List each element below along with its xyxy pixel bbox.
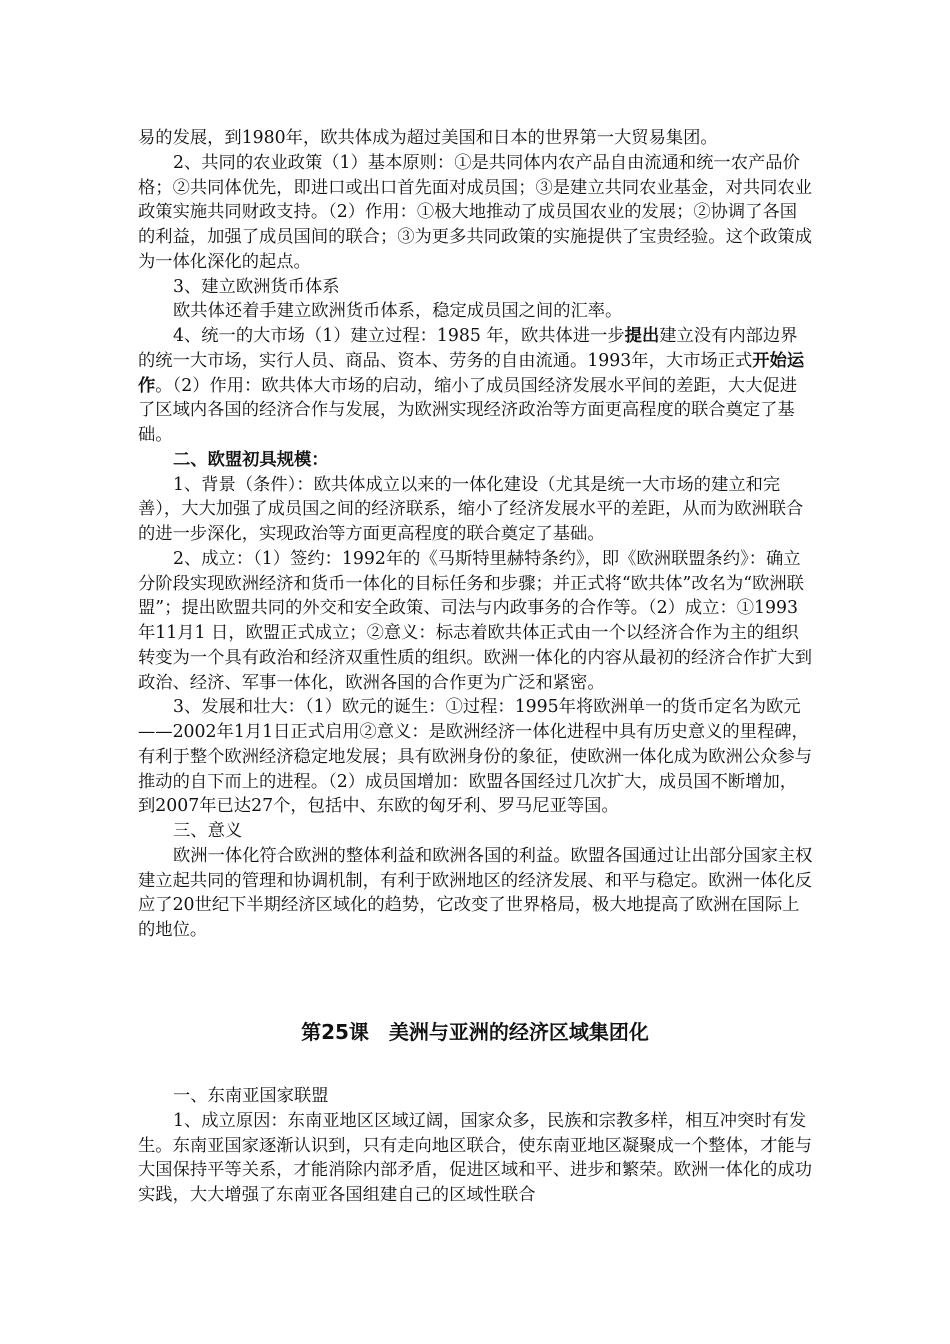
paragraph-continuation: 易的发展，到1980年，欧共体成为超过美国和日本的世界第一大贸易集团。 [138, 128, 718, 148]
bold-text-start-operation: 开始运作 [138, 350, 805, 396]
section-1-text [138, 126, 814, 943]
heading-eu-formation: 二、欧盟初具规模： [173, 449, 329, 470]
paragraph-agri-policy: 2、共同的农业政策（1）基本原则：①是共同体内农产品自由流通和统一农产品价格；②共同体优先，即进口或出口首先面对成员国；③是建立共同农业基金，对共同农业政策实施共同财政支持。（2）作用：①极大地推动了成员国农业的发展；②协调了各国的利益，加强了成员国间的联合；③为更多共同政策的实施提供了宝贵经验。这个政策成为一体化深化的起点。 [138, 152, 812, 272]
heading-currency-system: 3、建立欧洲货币体系 [173, 276, 340, 297]
text-run: 4、统一的大市场（1）建立过程：1985 年，欧共体进一步 [173, 326, 625, 346]
paragraph-establishment: 2、成立：（1）签约：1992年的《马斯特里赫特条约》，即《欧洲联盟条约》：确立分阶段实现欧洲经济和货币一体化的目标任务和步骤；并正式将“欧共体”改名为“欧洲联盟”；提出欧盟共同的外交和安全政策、司法与内政事务的合作等。（2）成立：①1993年11月1 日，欧盟正式成立；②意义：标志着欧共体正式由一个以经济合作为主的组织转变为一个具有政治和经济双重性质的组织。欧洲一体化的内容从最初的经济合作扩大到政治、经济、军事一体化，欧洲各国的合作更为广泛和紧密。 [138, 548, 812, 693]
paragraph-development: 3、发展和壮大：（1）欧元的诞生：①过程：1995年将欧洲单一的货币定名为欧元——2002年1月1日正式启用②意义：是欧洲经济一体化进程中具有历史意义的里程碑，有利于整个欧洲经济稳定地发展；具有欧洲身份的象征，使欧洲一体化成为欧洲公众参与推动的自下而上的进程。（2）成员国增加：欧盟各国经过几次扩大，成员国不断增加，到2007年已达27个，包括中、东欧的匈牙利、罗马尼亚等国。 [138, 697, 812, 817]
text-run: 建立没有内部边界的统一大市场，实行人员、商品、资本、劳务的自由流通。1993年，大市场正式 [138, 326, 798, 371]
bold-text-propose: 提出 [624, 326, 660, 346]
paragraph-single-market [138, 324, 814, 448]
paragraph-asean-reasons: 1、成立原因：东南亚地区区域辽阔，国家众多，民族和宗教多样，相互冲突时有发生。东南亚国家逐渐认识到，只有走向地区联合，使东南亚地区凝聚成一个整体，才能与大国保持平等关系，才能消除内部矛盾，促进区域和平、进步和繁荣。欧洲一体化的成功实践，大大增强了东南亚各国组建自己的区域性联合 [138, 1110, 812, 1205]
paragraph-currency-system: 欧共体还着手建立欧洲货币体系，稳定成员国之间的汇率。 [173, 301, 623, 322]
heading-significance: 三、意义 [173, 821, 243, 841]
section-2-text [138, 1084, 814, 1208]
text-run: 。（2）作用：欧共体大市场的启动，缩小了成员国经济发展水平间的差距，大大促进了区域内各国的经济合作与发展，为欧洲实现经济政治等方面更高程度的联合奠定了基础。 [138, 375, 798, 445]
paragraph-background: 1、背景（条件）：欧共体成立以来的一体化建设（尤其是统一大市场的建立和完善），大大加强了成员国之间的经济联系，缩小了经济发展水平的差距，从而为欧洲联合的进一步深化，实现政治等方面更高程度的联合奠定了基础。 [138, 474, 804, 544]
lesson-title: 第25课 美洲与亚洲的经济区域集团化 [301, 1020, 649, 1044]
paragraph-significance: 欧洲一体化符合欧洲的整体利益和欧洲各国的利益。欧盟各国通过让出部分国家主权建立起共同的管理和协调机制，有利于欧洲地区的经济发展、和平与稳定。欧洲一体化反应了20世纪下半期经济区域化的趋势，它改变了世界格局，极大地提高了欧洲在国际上的地位。 [138, 845, 813, 940]
heading-asean: 一、东南亚国家联盟 [173, 1086, 329, 1106]
